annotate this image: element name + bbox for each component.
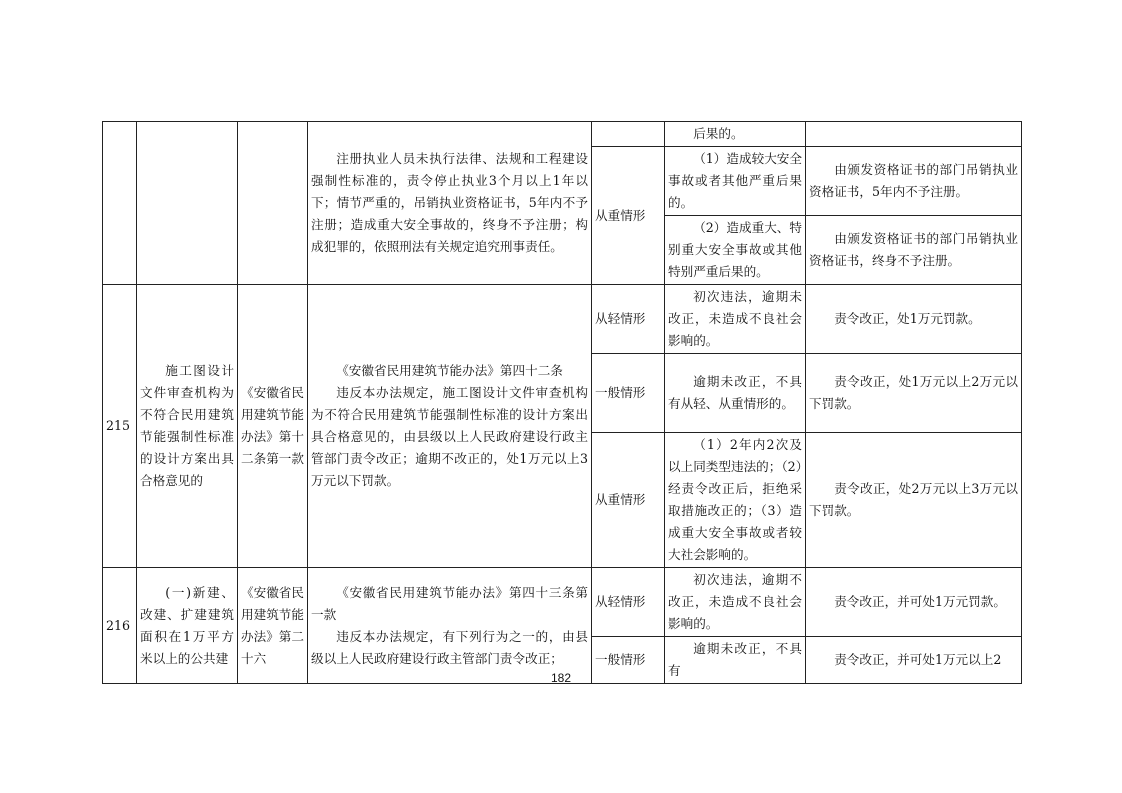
cell-situation-light: 从轻情形 <box>592 285 665 354</box>
cell-penalty: 由颁发资格证书的部门吊销执业资格证书，终身不予注册。 <box>806 216 1022 285</box>
law-title: 《安徽省民用建筑节能办法》第四十二条 <box>336 363 563 378</box>
cell-penalty: 责令改正，处2万元以上3万元以下罚款。 <box>806 433 1022 568</box>
table-row <box>103 568 1022 637</box>
cell-penalty: 责令改正，并可处1万元罚款。 <box>806 568 1022 637</box>
cell-situation-normal: 一般情形 <box>592 637 665 684</box>
cell-no: 216 <box>103 568 137 684</box>
cell-penalty: 由颁发资格证书的部门吊销执业资格证书，5年内不予注册。 <box>806 147 1022 216</box>
law-body: 违反本办法规定，施工图设计文件审查机构为不符合民用建筑节能强制性标准的设计方案出具合格意见的，由县级以上人民政府建设行政主管部门责令改正；逾期不改正的，处1万元以上3万元以下罚款。 <box>311 385 588 488</box>
cell-situation-heavy: 从重情形 <box>592 147 665 285</box>
cell-no: 215 <box>103 285 137 568</box>
cell-condition: 后果的。 <box>665 122 806 147</box>
law-body: 违反本办法规定，有下列行为之一的，由县级以上人民政府建设行政主管部门责令改正； <box>311 628 588 666</box>
cell-situation-normal: 一般情形 <box>592 354 665 433</box>
cell-item: 施工图设计文件审查机构为不符合民用建筑节能强制性标准的设计方案出具合格意见的 <box>137 285 238 568</box>
cell-situation-empty <box>592 122 665 147</box>
cell-condition: 逾期未改正，不具有从轻、从重情形的。 <box>665 354 806 433</box>
cell-law-text <box>308 285 592 568</box>
cell-condition: （1）2年内2次及以上同类型违法的；（2）经责令改正后，拒绝采取措施改正的；（3）造成重大安全事故或者较大社会影响的。 <box>665 433 806 568</box>
page-number: 182 <box>550 671 572 685</box>
cell-penalty: 责令改正，处1万元以上2万元以下罚款。 <box>806 354 1022 433</box>
cell-penalty: 责令改正，并可处1万元以上2 <box>806 637 1022 684</box>
cell-law-text: 注册执业人员未执行法律、法规和工程建设强制性标准的，责令停止执业3个月以上1年以下；情节严重的，吊销执业资格证书，5年内不予注册；造成重大安全事故的，终身不予注册；构成犯罪的，依照刑法有关规定追究刑事责任。 <box>308 122 592 285</box>
cell-law-text <box>308 568 592 684</box>
cell-situation-light: 从轻情形 <box>592 568 665 637</box>
cell-condition: 逾期未改正，不具有 <box>665 637 806 684</box>
cell-no <box>103 122 137 285</box>
table-row <box>103 122 1022 147</box>
cell-penalty: 责令改正，处1万元罚款。 <box>806 285 1022 354</box>
cell-item: (一)新建、改建、扩建建筑面积在1万平方米以上的公共建 <box>137 568 238 684</box>
cell-penalty-empty <box>806 122 1022 147</box>
cell-item <box>137 122 238 285</box>
cell-condition: 初次违法，逾期不改正，未造成不良社会影响的。 <box>665 568 806 637</box>
law-title: 《安徽省民用建筑节能办法》第四十三条第一款 <box>311 584 588 622</box>
cell-condition: 初次违法，逾期未改正，未造成不良社会影响的。 <box>665 285 806 354</box>
cell-condition: （2）造成重大、特别重大安全事故或其他特别严重后果的。 <box>665 216 806 285</box>
cell-basis: 《安徽省民用建筑节能办法》第二十六 <box>238 568 308 684</box>
cell-condition: （1）造成较大安全事故或者其他严重后果的。 <box>665 147 806 216</box>
table-row <box>103 285 1022 354</box>
cell-basis: 《安徽省民用建筑节能办法》第十二条第一款 <box>238 285 308 568</box>
cell-situation-heavy: 从重情形 <box>592 433 665 568</box>
cell-basis <box>238 122 308 285</box>
penalty-discretion-table <box>102 121 1022 684</box>
